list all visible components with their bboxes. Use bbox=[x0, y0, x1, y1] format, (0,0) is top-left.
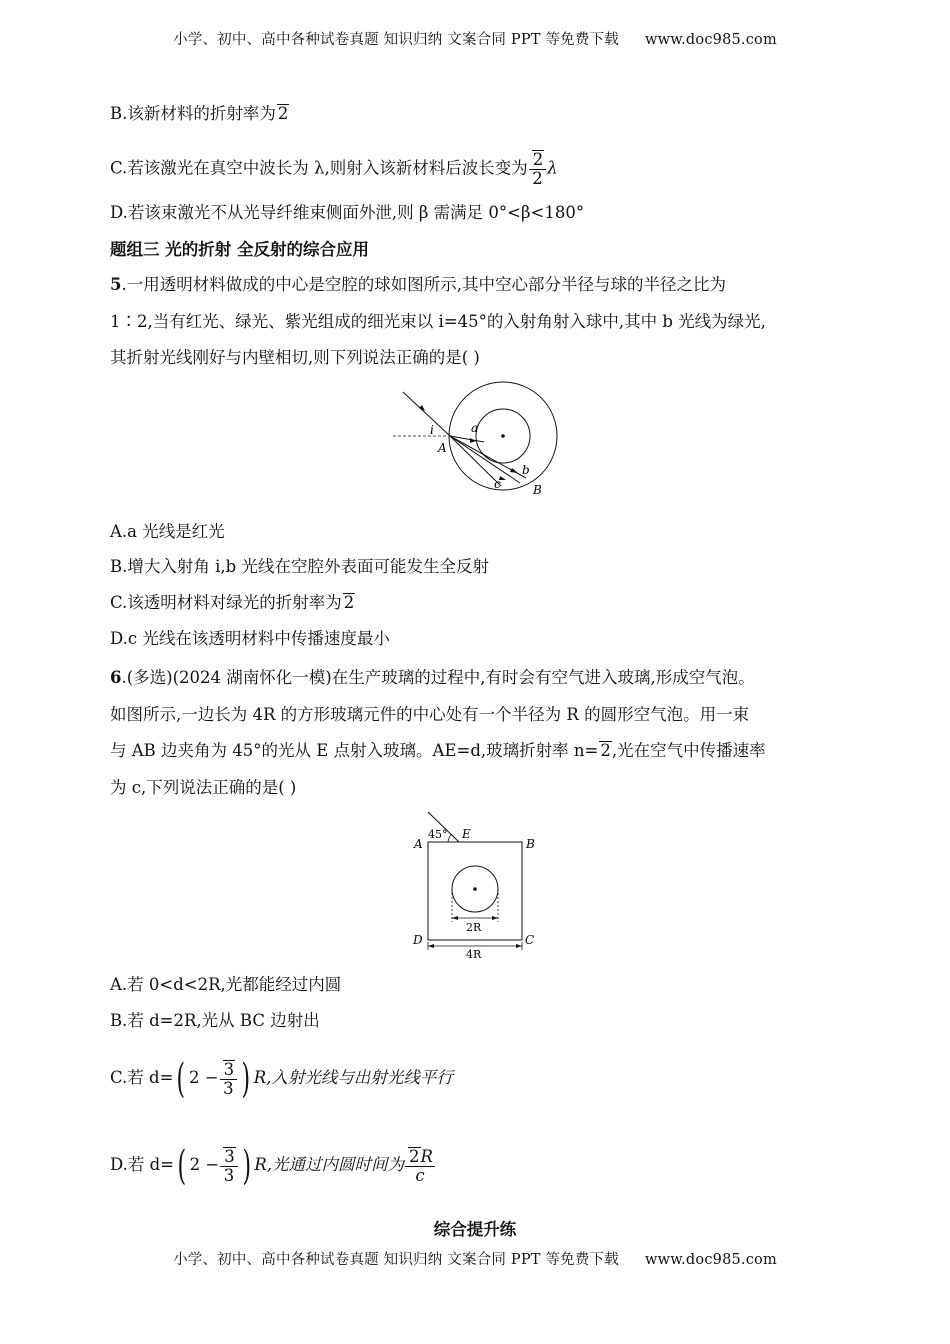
q6-line-1: 6.(多选)(2024 湖南怀化一模)在生产玻璃的过程中,有时会有空气进入玻璃,形成空气泡。 bbox=[110, 668, 755, 687]
q6-line-2: 如图所示,一边长为 4R 的方形玻璃元件的中心处有一个半径为 R 的圆形空气泡。用一束 bbox=[110, 705, 750, 724]
fraction: $\frac{2}{2}$ bbox=[529, 150, 547, 188]
prev-option-d: D.若该束激光不从光导纤维束侧面外泄,则 β 需满足 0°<β<180° bbox=[110, 203, 585, 222]
label-i: i bbox=[430, 423, 434, 437]
page-footer bbox=[0, 1248, 950, 1269]
q5-option-b: B.增大入射角 i,b 光线在空腔外表面可能发生全反射 bbox=[110, 557, 489, 576]
label-45deg: 45° bbox=[428, 828, 448, 841]
label-2R: 2R bbox=[466, 921, 482, 934]
label-A: A bbox=[438, 441, 447, 455]
header-text: 小学、初中、高中各种试卷真题 知识归纳 文案合同 PPT 等免费下载 bbox=[173, 32, 619, 48]
fraction: $\frac{3}{3}$ bbox=[220, 1060, 238, 1098]
q5-option-c: C.该透明材料对绿光的折射率为 2 bbox=[110, 593, 355, 612]
q5-line-3: 其折射光线刚好与内壁相切,则下列说法正确的是( ) bbox=[110, 348, 480, 367]
label-a: a bbox=[471, 421, 479, 435]
q6-option-a: A.若 0<d<2R,光都能经过内圆 bbox=[110, 975, 342, 994]
label-b: b bbox=[522, 463, 530, 477]
label-C: C bbox=[525, 933, 535, 947]
header-site: www.doc985.com bbox=[644, 32, 777, 48]
q5-line-1: 5.一用透明材料做成的中心是空腔的球如图所示,其中空心部分半径与球的半径之比为 bbox=[110, 275, 726, 294]
sqrt-2: 2 bbox=[277, 104, 289, 123]
label-4R: 4R bbox=[466, 948, 482, 960]
q5-option-d: D.c 光线在该透明材料中传播速度最小 bbox=[110, 629, 390, 648]
q5-line-2: 1∶2,当有红光、绿光、紫光组成的细光束以 i=45°的入射角射入球中,其中 b 光线为绿光, bbox=[110, 312, 766, 331]
prev-option-c: C.若该激光在真空中波长为 λ,则射入该新材料后波长变为 $\frac{2}{2}$ λ bbox=[110, 150, 558, 188]
label-A: A bbox=[414, 837, 423, 851]
section-title: 题组三 光的折射 全反射的综合应用 bbox=[110, 240, 369, 259]
q6-option-c: C.若 d=( 2 − $\frac{3}{3}$ ) R,入射光线与出射光线平行 bbox=[110, 1055, 453, 1102]
q5-option-a: A.a 光线是红光 bbox=[110, 522, 225, 541]
q5-sphere-diagram bbox=[388, 380, 568, 500]
q6-option-b: B.若 d=2R,光从 BC 边射出 bbox=[110, 1011, 320, 1030]
sqrt-2: 2 bbox=[600, 741, 611, 760]
q6-square-diagram bbox=[408, 810, 548, 960]
q6-line-3: 与 AB 边夹角为 45°的光从 E 点射入玻璃。AE=d,玻璃折射率 n= 2,光在空气中传播速率 bbox=[110, 741, 766, 760]
label-B: B bbox=[526, 837, 535, 851]
page-header bbox=[0, 28, 950, 49]
label-D: D bbox=[413, 933, 423, 947]
label-c: c bbox=[494, 477, 501, 491]
next-section-title: 综合提升练 bbox=[433, 1220, 517, 1239]
sqrt-2: 2 bbox=[343, 593, 355, 612]
q6-option-d: D.若 d=( 2 − $\frac{3}{3}$ ) R,光通过内圆时间为 $\frac{2R}{c}$ bbox=[110, 1142, 433, 1189]
fraction: $\frac{3}{3}$ bbox=[220, 1147, 238, 1185]
label-B: B bbox=[533, 483, 542, 497]
time-fraction: $\frac{2R}{c}$ bbox=[405, 1147, 435, 1185]
label-E: E bbox=[462, 827, 471, 841]
footer-text: 小学、初中、高中各种试卷真题 知识归纳 文案合同 PPT 等免费下载 bbox=[173, 1252, 619, 1268]
footer-site: www.doc985.com bbox=[644, 1252, 777, 1268]
prev-option-b: B.该新材料的折射率为 2 bbox=[110, 104, 289, 123]
q6-line-4: 为 c,下列说法正确的是( ) bbox=[110, 778, 297, 797]
